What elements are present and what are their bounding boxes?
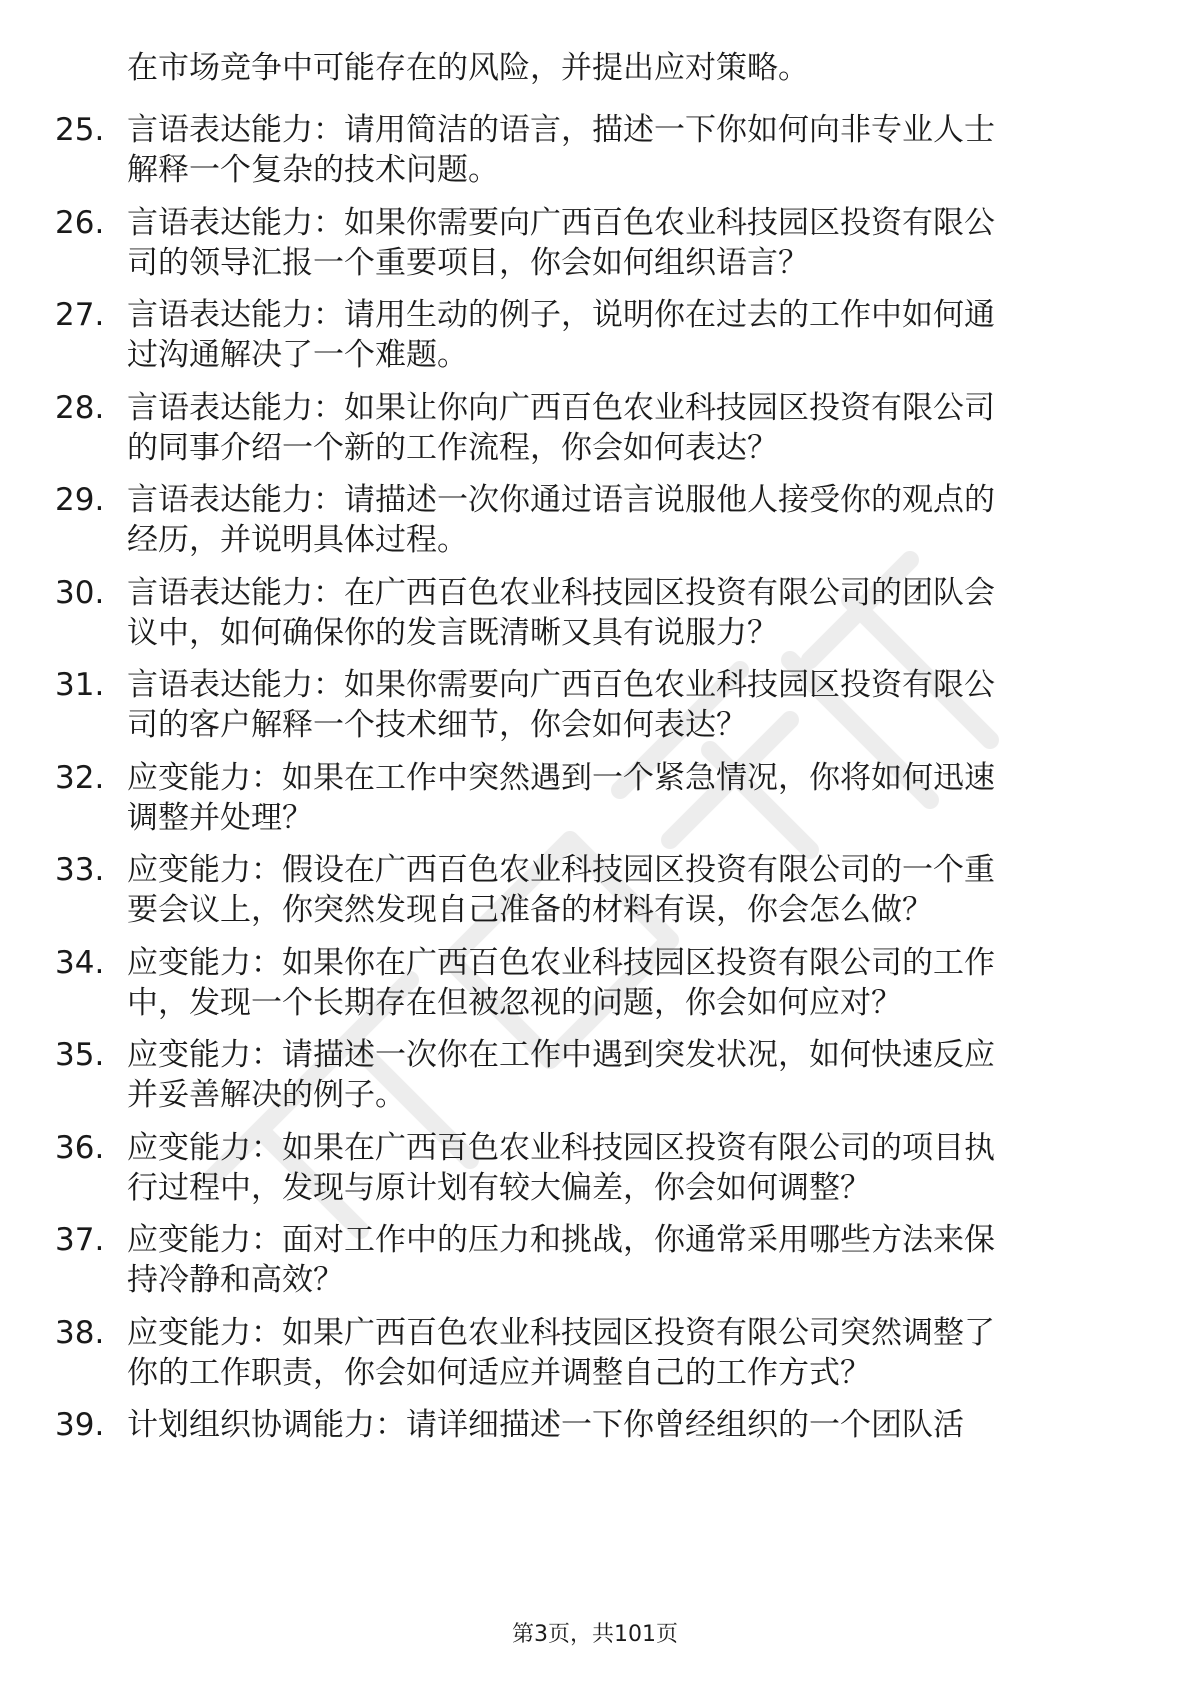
question-number: 25. — [55, 112, 105, 148]
question-number: 29. — [55, 482, 105, 518]
question-text — [127, 203, 1117, 283]
question-text-line: 的同事介绍一个新的工作流程，你会如何表达？ — [127, 430, 778, 466]
question-text — [127, 850, 1117, 930]
question-number: 35. — [55, 1037, 105, 1073]
question-text — [127, 943, 1117, 1023]
question-text-line: 调整并处理？ — [127, 800, 313, 836]
question-text — [127, 1405, 1117, 1445]
question-text — [127, 480, 1117, 560]
question-text-line: 计划组织协调能力：请详细描述一下你曾经组织的一个团队活 — [127, 1407, 964, 1443]
question-number: 28. — [55, 390, 105, 426]
question-text-line: 应变能力：如果在工作中突然遇到一个紧急情况，你将如何迅速 — [127, 760, 995, 796]
question-text-line: 应变能力：假设在广西百色农业科技园区投资有限公司的一个重 — [127, 852, 995, 888]
question-text-line: 司的客户解释一个技术细节，你会如何表达？ — [127, 707, 747, 743]
question-text — [127, 295, 1117, 375]
question-text-line: 过沟通解决了一个难题。 — [127, 337, 468, 373]
question-text-line: 应变能力：如果你在广西百色农业科技园区投资有限公司的工作 — [127, 945, 995, 981]
question-text — [127, 1035, 1117, 1115]
question-text-line: 你的工作职责，你会如何适应并调整自己的工作方式？ — [127, 1355, 871, 1391]
question-text-line: 言语表达能力：如果让你向广西百色农业科技园区投资有限公司 — [127, 390, 995, 426]
question-text-line: 言语表达能力：请描述一次你通过语言说服他人接受你的观点的 — [127, 482, 995, 518]
question-text-line: 行过程中，发现与原计划有较大偏差，你会如何调整？ — [127, 1170, 871, 1206]
question-text-line: 要会议上，你突然发现自己准备的材料有误，你会怎么做？ — [127, 892, 933, 928]
question-text-line: 言语表达能力：如果你需要向广西百色农业科技园区投资有限公 — [127, 205, 995, 241]
question-text — [127, 110, 1117, 190]
question-text — [127, 1313, 1117, 1393]
question-number: 30. — [55, 575, 105, 611]
question-number: 36. — [55, 1130, 105, 1166]
question-text — [127, 665, 1117, 745]
question-number: 39. — [55, 1407, 105, 1443]
question-text-line: 应变能力：请描述一次你在工作中遇到突发状况，如何快速反应 — [127, 1037, 995, 1073]
continuation-line: 在市场竞争中可能存在的风险，并提出应对策略。 — [127, 50, 809, 86]
question-text-line: 司的领导汇报一个重要项目，你会如何组织语言？ — [127, 245, 809, 281]
question-number: 32. — [55, 760, 105, 796]
question-number: 26. — [55, 205, 105, 241]
page-footer: 第3页，共101页 — [512, 1622, 678, 1647]
question-text-line: 应变能力：面对工作中的压力和挑战，你通常采用哪些方法来保 — [127, 1222, 995, 1258]
question-text-line: 言语表达能力：如果你需要向广西百色农业科技园区投资有限公 — [127, 667, 995, 703]
question-text-line: 言语表达能力：请用生动的例子，说明你在过去的工作中如何通 — [127, 297, 995, 333]
question-text-line: 言语表达能力：在广西百色农业科技园区投资有限公司的团队会 — [127, 575, 995, 611]
question-text-line: 持冷静和高效？ — [127, 1262, 344, 1298]
question-text-line: 经历，并说明具体过程。 — [127, 522, 468, 558]
question-text — [127, 1128, 1117, 1208]
question-text-line: 中，发现一个长期存在但被忽视的问题，你会如何应对？ — [127, 985, 902, 1021]
question-number: 31. — [55, 667, 105, 703]
question-text-line: 并妥善解决的例子。 — [127, 1077, 406, 1113]
question-text — [127, 1220, 1117, 1300]
question-text — [127, 388, 1117, 468]
question-text-line: 应变能力：如果在广西百色农业科技园区投资有限公司的项目执 — [127, 1130, 995, 1166]
question-text — [127, 758, 1117, 838]
question-text — [127, 573, 1117, 653]
question-number: 37. — [55, 1222, 105, 1258]
question-number: 27. — [55, 297, 105, 333]
question-text-line: 言语表达能力：请用简洁的语言，描述一下你如何向非专业人士 — [127, 112, 995, 148]
question-number: 33. — [55, 852, 105, 888]
question-number: 34. — [55, 945, 105, 981]
question-text-line: 解释一个复杂的技术问题。 — [127, 152, 499, 188]
question-text-line: 议中，如何确保你的发言既清晰又具有说服力？ — [127, 615, 778, 651]
question-number: 38. — [55, 1315, 105, 1351]
question-text-line: 应变能力：如果广西百色农业科技园区投资有限公司突然调整了 — [127, 1315, 995, 1351]
